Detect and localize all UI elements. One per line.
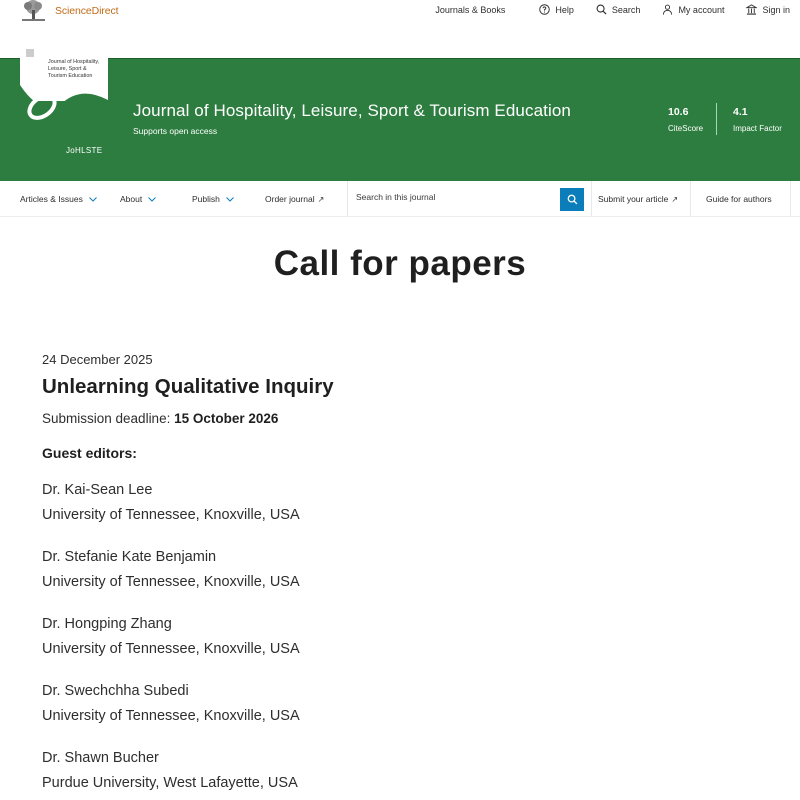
citescore-value: 10.6: [668, 106, 689, 118]
journals-books-link[interactable]: [435, 5, 505, 15]
elsevier-mini-logo: [26, 49, 34, 57]
journal-banner: [0, 58, 800, 181]
chevron-down-icon: [148, 197, 156, 202]
metric-divider: [716, 103, 717, 135]
external-link-icon: ↗: [317, 194, 325, 204]
nav-articles-issues[interactable]: [20, 194, 97, 204]
user-icon: [662, 4, 673, 15]
editor-entry: [42, 612, 742, 662]
nav-publish-label: Publish: [192, 194, 220, 204]
top-bar: [0, 0, 800, 58]
editor-name: Dr. Kai-Sean Lee: [42, 482, 153, 498]
nav-divider: [591, 181, 592, 217]
external-link-icon: ↗: [671, 194, 679, 204]
cover-abbreviation: JoHLSTE: [66, 146, 103, 155]
publish-date: 24 December 2025: [42, 352, 153, 367]
journal-navigation: [0, 181, 800, 217]
editor-affiliation: University of Tennessee, Knoxville, USA: [42, 708, 300, 724]
citescore-label: CiteScore: [668, 124, 704, 133]
my-account-link[interactable]: [662, 4, 724, 15]
nav-articles-issues-label: Articles & Issues: [20, 194, 83, 204]
brand-name: ScienceDirect: [55, 5, 119, 17]
editor-name: Dr. Shawn Bucher: [42, 750, 159, 766]
guest-editors-heading: Guest editors:: [42, 445, 137, 461]
call-for-papers-article: [42, 352, 742, 796]
search-icon: [567, 194, 578, 205]
editor-affiliation: University of Tennessee, Knoxville, USA: [42, 641, 300, 657]
nav-about[interactable]: [120, 194, 156, 204]
journal-search-input[interactable]: [356, 192, 546, 202]
cover-wave-graphic: [20, 85, 108, 145]
open-access-note: Supports open access: [133, 126, 218, 136]
journal-search-button[interactable]: [560, 188, 584, 211]
journal-cover[interactable]: [20, 45, 108, 163]
nav-divider: [690, 181, 691, 217]
search-link[interactable]: [596, 4, 641, 15]
deadline-value: 15 October 2026: [174, 411, 279, 426]
article-title[interactable]: Unlearning Qualitative Inquiry: [42, 375, 334, 398]
sign-in-label: Sign in: [762, 4, 790, 15]
cover-title: Journal of Hospitality, Leisure, Sport & Tourism Education: [48, 59, 100, 79]
deadline-label: Submission deadline:: [42, 411, 171, 426]
search-icon: [596, 4, 607, 15]
editor-name: Dr. Hongping Zhang: [42, 616, 172, 632]
impact-factor-metric[interactable]: [733, 106, 782, 133]
editor-affiliation: University of Tennessee, Knoxville, USA: [42, 574, 300, 590]
citescore-metric[interactable]: [668, 106, 703, 133]
nav-order-journal[interactable]: [265, 194, 324, 204]
journal-search: [347, 181, 585, 217]
editor-affiliation: Purdue University, West Lafayette, USA: [42, 775, 298, 791]
impact-factor-label: Impact Factor: [733, 124, 782, 133]
editor-entry: [42, 478, 742, 528]
page-title: Call for papers: [273, 244, 527, 283]
search-label: Search: [611, 4, 641, 15]
journals-books-label: Journals & Books: [435, 4, 506, 15]
nav-divider: [790, 181, 791, 217]
elsevier-tree-icon: [20, 0, 47, 22]
nav-order-journal-label: Order journal: [265, 194, 315, 204]
nav-about-label: About: [120, 194, 143, 204]
submit-article-link[interactable]: [598, 194, 678, 204]
help-link[interactable]: [539, 4, 574, 15]
help-label: Help: [555, 4, 574, 15]
editor-entry: [42, 679, 742, 729]
institution-icon: [746, 4, 757, 15]
sciencedirect-logo[interactable]: [20, 0, 118, 22]
top-navigation: [435, 4, 790, 15]
chevron-down-icon: [89, 197, 97, 202]
editor-name: Dr. Swechchha Subedi: [42, 683, 189, 699]
nav-publish[interactable]: [192, 194, 234, 204]
editor-affiliation: University of Tennessee, Knoxville, USA: [42, 507, 300, 523]
submission-deadline: [42, 411, 742, 426]
editor-entry: [42, 746, 742, 796]
my-account-label: My account: [678, 4, 725, 15]
journal-title[interactable]: Journal of Hospitality, Leisure, Sport & Tourism Education: [133, 101, 571, 120]
submit-article-label: Submit your article: [598, 194, 669, 204]
impact-factor-value: 4.1: [733, 106, 748, 118]
help-circle-icon: [539, 4, 550, 15]
editor-entry: [42, 545, 742, 595]
guide-for-authors-link[interactable]: [706, 194, 772, 204]
guide-for-authors-label: Guide for authors: [706, 194, 772, 204]
sign-in-link[interactable]: [746, 4, 790, 15]
chevron-down-icon: [226, 197, 234, 202]
editor-name: Dr. Stefanie Kate Benjamin: [42, 549, 217, 565]
